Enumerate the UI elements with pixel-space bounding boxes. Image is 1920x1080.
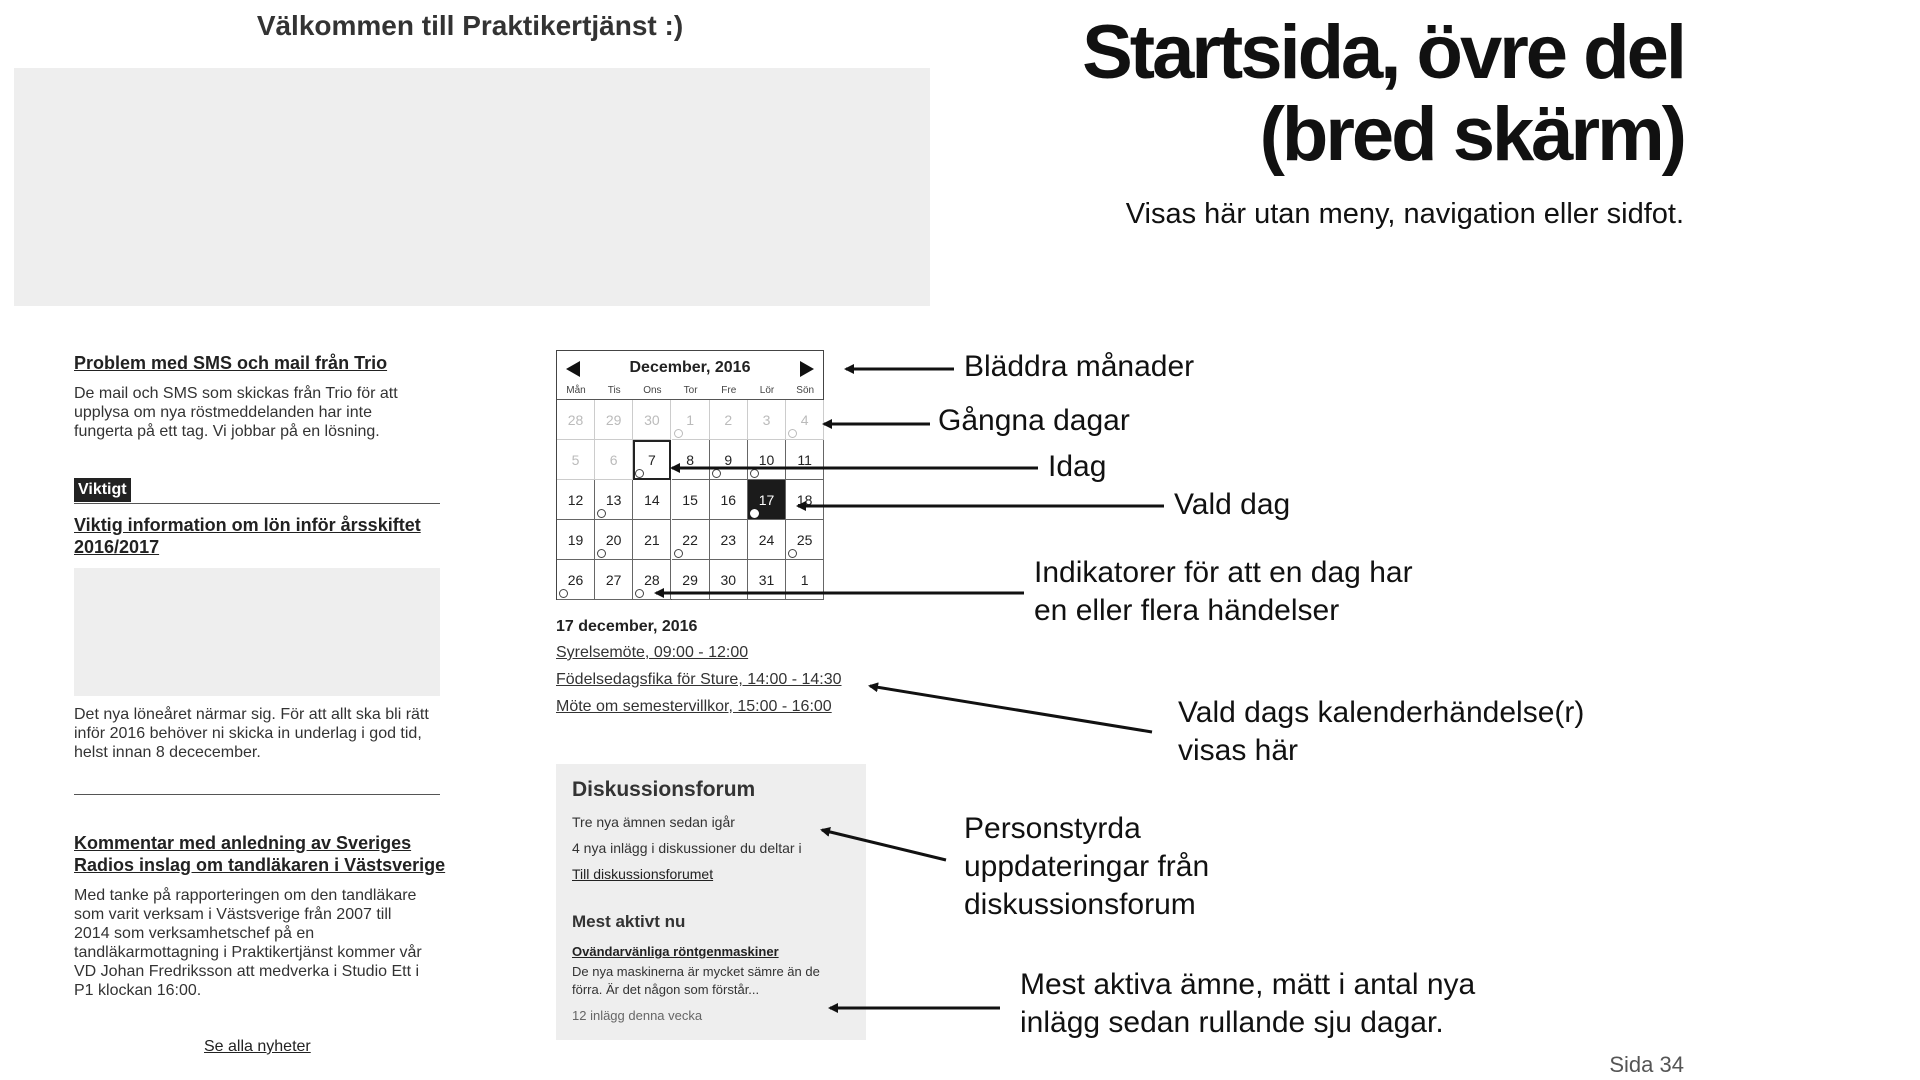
day-number: 9 bbox=[724, 452, 733, 468]
forum-new-topics: Tre nya ämnen sedan igår bbox=[572, 814, 735, 830]
day-number: 23 bbox=[720, 532, 737, 548]
news-title-line[interactable]: 2016/2017 bbox=[74, 537, 160, 557]
news-text-line: VD Johan Fredriksson att medverka i Studio Ett i bbox=[74, 963, 420, 980]
topic-post-count: 12 inlägg denna vecka bbox=[572, 1008, 703, 1023]
news-text-line: helst innan 8 dececember. bbox=[74, 744, 261, 761]
arrow-forum bbox=[822, 830, 946, 860]
weekday-label: Tis bbox=[607, 385, 621, 396]
annotation-line: Indikatorer för att en dag har bbox=[1034, 556, 1413, 589]
selected-date-label: 17 december, 2016 bbox=[556, 618, 698, 635]
day-number: 10 bbox=[758, 452, 775, 468]
news-text-line: inför 2016 behöver ni skicka in underlag i god tid, bbox=[74, 725, 422, 742]
day-number: 28 bbox=[567, 412, 584, 428]
weekday-label: Ons bbox=[643, 385, 662, 396]
day-number: 11 bbox=[797, 452, 812, 468]
important-badge: Viktigt bbox=[74, 478, 131, 502]
most-active-heading: Mest aktivt nu bbox=[572, 912, 686, 931]
forum-title: Diskussionsforum bbox=[572, 778, 756, 801]
day-number: 15 bbox=[682, 492, 698, 508]
news-text-line: 2014 som verksamhetschef på en bbox=[74, 925, 315, 942]
news-text-line: De mail och SMS som skickas från Trio för att bbox=[74, 385, 398, 402]
news-text-line: fungerta på ett tag. Vi jobbar på en lösning. bbox=[74, 423, 380, 440]
annotation-line: diskussionsforum bbox=[964, 888, 1196, 921]
news-text-line: upplysa om nya röstmeddelanden har inte bbox=[74, 404, 372, 421]
weekday-label: Lör bbox=[759, 385, 775, 396]
calendar-event-link[interactable]: Syrelsemöte, 09:00 - 12:00 bbox=[556, 644, 749, 661]
day-number: 7 bbox=[647, 452, 656, 468]
day-number: 5 bbox=[571, 452, 580, 468]
annotation-browse-months: Bläddra månader bbox=[964, 350, 1195, 383]
day-number: 22 bbox=[682, 532, 698, 548]
slide-subtitle: Visas här utan meny, navigation eller sidfot. bbox=[1125, 198, 1684, 230]
day-number: 4 bbox=[800, 412, 809, 428]
annotation-today: Idag bbox=[1048, 450, 1107, 483]
annotation-line: inlägg sedan rullande sju dagar. bbox=[1020, 1006, 1444, 1039]
calendar-event-link[interactable]: Möte om semestervillkor, 15:00 - 16:00 bbox=[556, 698, 832, 715]
day-number: 6 bbox=[609, 452, 618, 468]
annotation-line: uppdateringar från bbox=[964, 850, 1210, 883]
day-number: 31 bbox=[758, 572, 775, 588]
day-number: 21 bbox=[644, 532, 660, 548]
day-number: 8 bbox=[686, 452, 694, 468]
arrow-events bbox=[870, 686, 1152, 732]
annotation-line: Personstyrda bbox=[964, 812, 1141, 845]
news-text-line: Det nya löneåret närmar sig. För att allt ska bli rätt bbox=[74, 706, 429, 723]
news-text-line: Med tanke på rapporteringen om den tandläkare bbox=[74, 887, 417, 904]
weekday-label: Tor bbox=[683, 385, 698, 396]
weekday-label: Sön bbox=[796, 385, 815, 396]
day-number: 19 bbox=[567, 532, 584, 548]
day-number: 29 bbox=[605, 412, 622, 428]
day-number: 30 bbox=[644, 412, 660, 428]
topic-excerpt-line: förra. Är det någon som förstår... bbox=[572, 982, 760, 997]
day-number: 18 bbox=[796, 492, 813, 508]
topic-excerpt-line: De nya maskinerna är mycket sämre än de bbox=[572, 964, 820, 979]
annotation-line: en eller flera händelser bbox=[1034, 594, 1340, 627]
annotation-line: Vald dags kalenderhändelse(r) bbox=[1178, 696, 1585, 729]
weekday-label: Fre bbox=[721, 385, 737, 396]
annotation-past-days: Gångna dagar bbox=[938, 404, 1130, 437]
annotation-selected-day: Vald dag bbox=[1174, 488, 1291, 521]
calendar-event-link[interactable]: Födelsedagsfika för Sture, 14:00 - 14:30 bbox=[556, 671, 842, 688]
slide-title-line: Startsida, övre del bbox=[1082, 10, 1684, 95]
weekday-label: Mån bbox=[566, 385, 586, 396]
day-number: 14 bbox=[644, 492, 660, 508]
welcome-heading: Välkommen till Praktikertjänst :) bbox=[256, 10, 684, 41]
day-number: 17 bbox=[758, 492, 775, 508]
day-number: 28 bbox=[644, 572, 660, 588]
day-number: 29 bbox=[682, 572, 698, 588]
forum-new-posts: 4 nya inlägg i diskussioner du deltar i bbox=[572, 840, 802, 856]
see-all-news-link[interactable]: Se alla nyheter bbox=[204, 1038, 311, 1055]
news-title-sms-problem[interactable]: Problem med SMS och mail från Trio bbox=[74, 353, 388, 373]
day-number: 13 bbox=[605, 492, 622, 508]
day-number: 3 bbox=[762, 412, 771, 428]
news-title-line[interactable]: Viktig information om lön inför årsskiftet bbox=[74, 515, 421, 535]
news-text-line: P1 klockan 16:00. bbox=[74, 982, 202, 999]
day-number: 20 bbox=[605, 532, 622, 548]
day-number: 16 bbox=[720, 492, 737, 508]
day-number: 24 bbox=[758, 532, 775, 548]
day-number: 1 bbox=[800, 572, 809, 588]
news-title-line[interactable]: Kommentar med anledning av Sveriges bbox=[74, 833, 412, 853]
annotation-line: Mest aktiva ämne, mätt i antal nya bbox=[1020, 968, 1476, 1001]
day-number: 2 bbox=[724, 412, 733, 428]
day-number: 26 bbox=[567, 572, 584, 588]
news-title-line[interactable]: Radios inslag om tandläkaren i Västsverige bbox=[74, 855, 446, 875]
page-number: Sida 34 bbox=[1609, 1052, 1684, 1077]
calendar-month-label: December, 2016 bbox=[629, 359, 751, 376]
day-number: 12 bbox=[567, 492, 584, 508]
day-number: 25 bbox=[796, 532, 813, 548]
annotation-line: visas här bbox=[1178, 734, 1299, 767]
day-number: 30 bbox=[720, 572, 737, 588]
day-number: 1 bbox=[686, 412, 694, 428]
most-active-topic-link[interactable]: Ovändarvänliga röntgenmaskiner bbox=[572, 944, 779, 959]
forum-link[interactable]: Till diskussionsforumet bbox=[572, 866, 714, 882]
day-number: 27 bbox=[605, 572, 622, 588]
news-text-line: tandläkarmottagning i Praktikertjänst kommer vår bbox=[74, 944, 422, 961]
slide-title-line: (bred skärm) bbox=[1259, 92, 1684, 177]
news-text-line: som varit verksam i Västsverige från 2007 till bbox=[74, 906, 392, 923]
